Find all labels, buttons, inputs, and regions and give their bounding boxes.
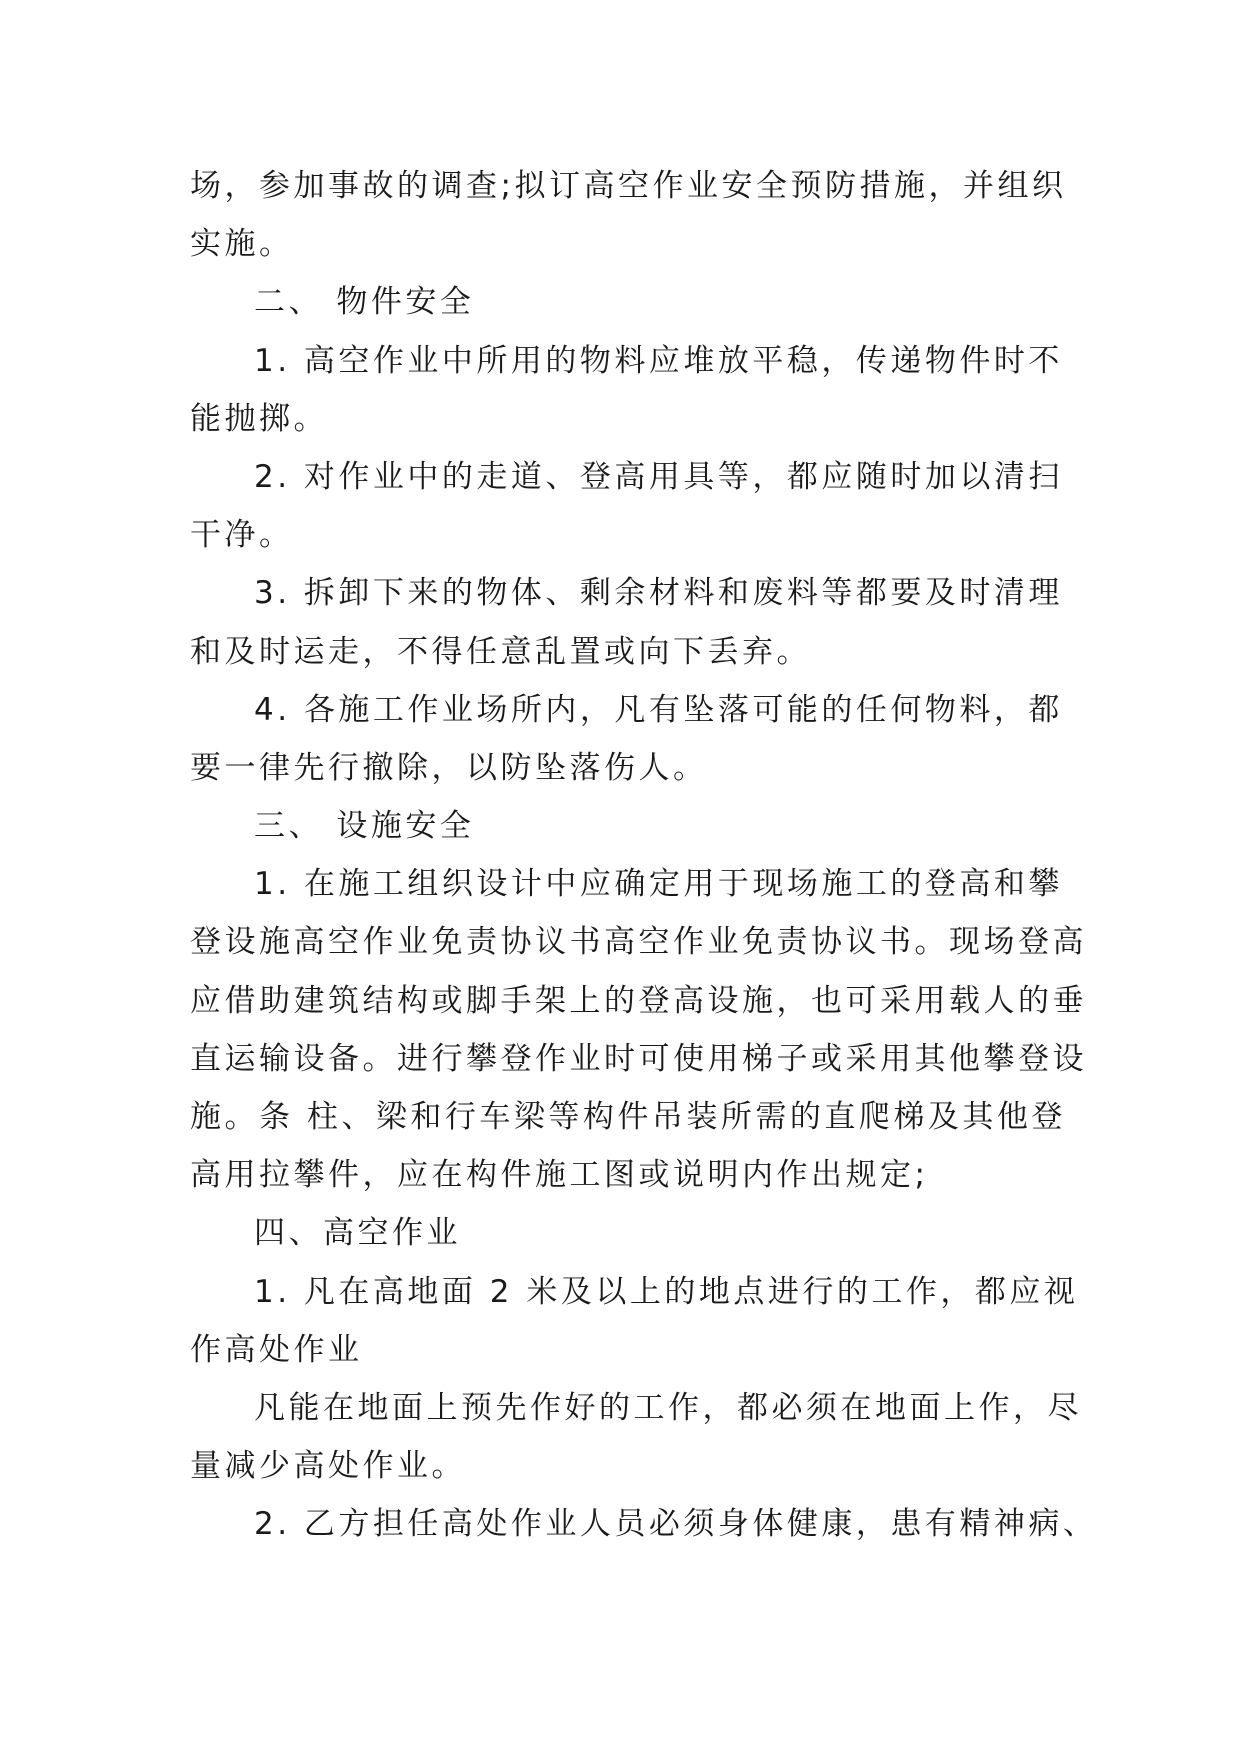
- section-heading: 四、高空作业: [254, 1215, 461, 1252]
- text-line: 能抛掷。: [190, 400, 328, 437]
- text-line: 4. 各施工作业场所内，凡有坠落可能的任何物料，都: [254, 691, 1063, 728]
- text-line: 1. 高空作业中所用的物料应堆放平稳，传递物件时不: [254, 342, 1063, 379]
- text-line: 1. 凡在高地面 2 米及以上的地点进行的工作，都应视: [254, 1273, 1079, 1310]
- text-line: 和及时运走，不得任意乱置或向下丢弃。: [190, 633, 811, 670]
- text-line: 直运输设备。进行攀登作业时可使用梯子或采用其他攀登设: [190, 1040, 1087, 1077]
- text-line: 量减少高处作业。: [190, 1448, 466, 1485]
- text-line: 应借助建筑结构或脚手架上的登高设施，也可采用载人的垂: [190, 982, 1087, 1019]
- text-line: 登设施高空作业免责协议书高空作业免责协议书。现场登高: [190, 924, 1087, 961]
- text-line: 要一律先行撤除，以防坠落伤人。: [190, 749, 708, 786]
- text-line: 凡能在地面上预先作好的工作，都必须在地面上作，尽: [254, 1389, 1082, 1426]
- document-body: [190, 157, 1098, 1554]
- text-line: 高用拉攀件，应在构件施工图或说明内作出规定;: [190, 1157, 929, 1194]
- text-line: 2. 对作业中的走道、登高用具等，都应随时加以清扫: [254, 458, 1063, 495]
- text-line: 作高处作业: [190, 1331, 363, 1368]
- text-line: 实施。: [190, 226, 294, 263]
- text-line: 场，参加事故的调查;拟订高空作业安全预防措施，并组织: [190, 168, 1067, 204]
- text-line: 施。条 柱、梁和行车梁等构件吊装所需的直爬梯及其他登: [190, 1099, 1066, 1135]
- text-line: 1. 在施工组织设计中应确定用于现场施工的登高和攀: [254, 866, 1063, 903]
- text-line: 3. 拆卸下来的物体、剩余材料和废料等都要及时清理: [254, 575, 1063, 612]
- section-heading: 三、 设施安全: [254, 808, 475, 845]
- section-heading: 二、 物件安全: [254, 284, 475, 321]
- text-line: 2. 乙方担任高处作业人员必须身体健康，患有精神病、: [254, 1506, 1098, 1543]
- text-line: 干净。: [190, 517, 294, 554]
